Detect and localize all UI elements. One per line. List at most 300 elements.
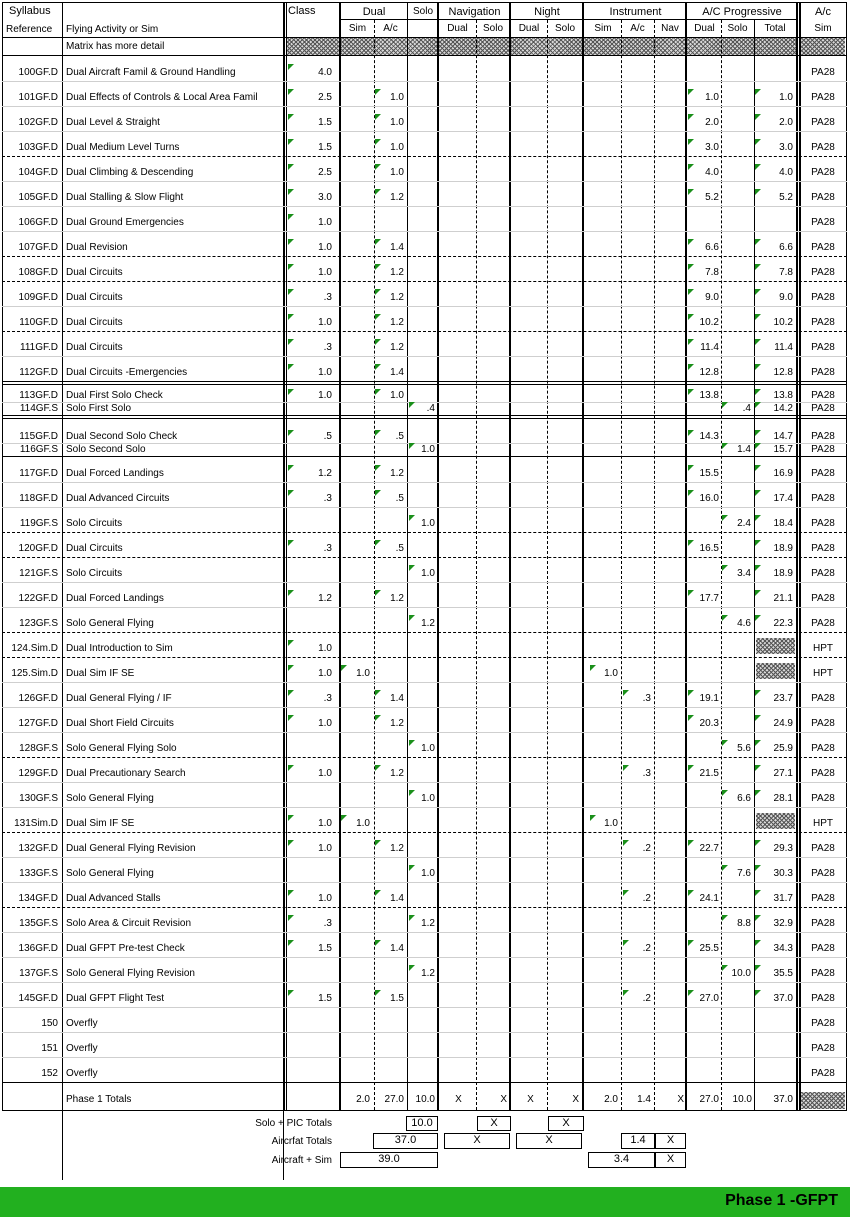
comment-marker-icon xyxy=(288,214,294,220)
row-dac: 1.2 xyxy=(390,768,404,779)
row-act: Solo Circuits xyxy=(66,568,123,579)
header-prog-solo: Solo xyxy=(727,23,748,34)
row-act: Dual Second Solo Check xyxy=(66,431,178,442)
summary-acsim-inst: 3.4 xyxy=(588,1152,655,1168)
comment-marker-icon xyxy=(341,665,347,671)
row-acsim: PA28 xyxy=(811,142,835,153)
row-separator xyxy=(2,256,847,257)
comment-marker-icon xyxy=(288,89,294,95)
comment-marker-icon xyxy=(288,840,294,846)
comment-marker-icon xyxy=(375,840,381,846)
row-dac: 1.2 xyxy=(390,267,404,278)
summary-solo-pic-night: X xyxy=(548,1116,584,1131)
row-ptot: 12.8 xyxy=(773,367,793,378)
header-dual-ac: A/c xyxy=(383,23,398,34)
row-ptot: 32.9 xyxy=(773,918,793,929)
row-separator xyxy=(2,131,847,132)
comment-marker-icon xyxy=(755,389,761,395)
comment-marker-icon xyxy=(688,239,694,245)
frame-nav-divider xyxy=(509,2,511,1110)
comment-marker-icon xyxy=(341,815,347,821)
comment-marker-icon xyxy=(722,402,728,408)
row-dac: .5 xyxy=(395,543,404,554)
row-separator xyxy=(2,482,847,483)
frame-activity-divider-2 xyxy=(286,2,287,1110)
comment-marker-icon xyxy=(409,740,415,746)
row-act: Dual Introduction to Sim xyxy=(66,643,173,654)
row-ptot: 27.1 xyxy=(773,768,793,779)
totals-bottom-line xyxy=(2,1110,847,1111)
header-hatch-acsim xyxy=(801,38,845,55)
comment-marker-icon xyxy=(590,815,596,821)
row-pdual: 9.0 xyxy=(705,292,719,303)
totals-nav-solo: X xyxy=(500,1094,507,1105)
row-acsim: PA28 xyxy=(811,390,835,401)
row-dac: 1.2 xyxy=(390,718,404,729)
row-ptot: 25.9 xyxy=(773,743,793,754)
row-act: Dual GFPT Flight Test xyxy=(66,993,164,1004)
row-act: Dual Revision xyxy=(66,242,128,253)
comment-marker-icon xyxy=(375,940,381,946)
comment-marker-icon xyxy=(409,790,415,796)
row-pdual: 20.3 xyxy=(699,718,719,729)
comment-marker-icon xyxy=(623,690,629,696)
row-ref: 105GF.D xyxy=(18,192,58,203)
row-acsim: PA28 xyxy=(811,1043,835,1054)
row-act: Dual Circuits xyxy=(66,292,123,303)
comment-marker-icon xyxy=(755,89,761,95)
comment-marker-icon xyxy=(722,790,728,796)
row-cls: 1.5 xyxy=(318,993,332,1004)
row-acsim: PA28 xyxy=(811,1068,835,1079)
row-pdual: 5.2 xyxy=(705,192,719,203)
row-pdual: 2.0 xyxy=(705,117,719,128)
row-ptot: 22.3 xyxy=(773,618,793,629)
comment-marker-icon xyxy=(288,640,294,646)
row-acsim: PA28 xyxy=(811,568,835,579)
header-acsim-top: A/c xyxy=(815,6,831,18)
row-ref: 108GF.D xyxy=(18,267,58,278)
row-ref: 135GF.S xyxy=(19,918,58,929)
row-ptot: 2.0 xyxy=(779,117,793,128)
row-acsim: PA28 xyxy=(811,993,835,1004)
row-acsim: PA28 xyxy=(811,267,835,278)
comment-marker-icon xyxy=(288,339,294,345)
row-cls: 1.0 xyxy=(318,317,332,328)
row-act: Solo General Flying xyxy=(66,618,154,629)
row-cls: 1.5 xyxy=(318,142,332,153)
row-ref: 117GF.D xyxy=(19,468,58,479)
comment-marker-icon xyxy=(755,565,761,571)
header-nav-solo: Solo xyxy=(482,23,503,34)
row-pdual: 3.0 xyxy=(705,142,719,153)
row-pdual: 4.0 xyxy=(705,167,719,178)
row-act: Dual Aircraft Famil & Ground Handling xyxy=(66,67,236,78)
row-psolo: 2.4 xyxy=(737,518,751,529)
row-psolo: 7.6 xyxy=(737,868,751,879)
row-ref: 125.Sim.D xyxy=(11,668,58,679)
header-solo: Solo xyxy=(412,6,433,17)
comment-marker-icon xyxy=(623,765,629,771)
comment-marker-icon xyxy=(688,289,694,295)
row-acsim: PA28 xyxy=(811,317,835,328)
row-dac: 1.4 xyxy=(390,367,404,378)
summary-aircraft-inav: X xyxy=(655,1133,686,1149)
row-acsim: PA28 xyxy=(811,1018,835,1029)
frame-night-dash xyxy=(547,20,548,1110)
row-ref: 145GF.D xyxy=(18,993,58,1004)
row-separator xyxy=(2,415,847,416)
frame-subheader-line xyxy=(339,19,797,20)
totals-inst-ac: 1.4 xyxy=(637,1094,651,1105)
row-ptot: 18.9 xyxy=(773,568,793,579)
header-prog-total: Total xyxy=(764,23,786,34)
comment-marker-icon xyxy=(288,890,294,896)
row-dac: 1.0 xyxy=(390,117,404,128)
row-act: Dual Effects of Controls & Local Area Famil xyxy=(66,92,258,103)
row-dac: 1.2 xyxy=(390,192,404,203)
row-separator xyxy=(2,882,847,883)
row-ref: 136GF.D xyxy=(18,943,58,954)
totals-inst-nav: X xyxy=(677,1094,684,1105)
totals-nav-dual: X xyxy=(455,1094,462,1105)
comment-marker-icon xyxy=(688,164,694,170)
row-cls: 1.0 xyxy=(318,217,332,228)
comment-marker-icon xyxy=(288,465,294,471)
row-solo: 1.2 xyxy=(421,968,435,979)
frame-right xyxy=(846,2,847,1110)
totals-inst-sim: 2.0 xyxy=(604,1094,618,1105)
row-separator xyxy=(2,632,847,633)
row-act: Dual Circuits xyxy=(66,543,123,554)
header-class: Class xyxy=(288,5,316,17)
row-ref: 116GF.S xyxy=(19,444,58,455)
summary-acsim-value: 39.0 xyxy=(340,1152,438,1168)
comment-marker-icon xyxy=(409,565,415,571)
comment-marker-icon xyxy=(688,314,694,320)
row-dac: .5 xyxy=(395,431,404,442)
comment-marker-icon xyxy=(375,339,381,345)
row-iac: .2 xyxy=(642,993,651,1004)
row-pdual: 24.1 xyxy=(699,893,719,904)
comment-marker-icon xyxy=(755,443,761,449)
row-acsim: PA28 xyxy=(811,718,835,729)
comment-marker-icon xyxy=(755,364,761,370)
comment-marker-icon xyxy=(755,840,761,846)
frame-night-divider xyxy=(582,2,584,1110)
comment-marker-icon xyxy=(755,465,761,471)
row-separator xyxy=(2,1082,847,1083)
row-separator xyxy=(2,757,847,758)
totals-dual-sim: 2.0 xyxy=(356,1094,370,1105)
frame-header-bottom xyxy=(2,55,847,56)
row-acsim: PA28 xyxy=(811,431,835,442)
comment-marker-icon xyxy=(688,765,694,771)
row-pdual: 25.5 xyxy=(699,943,719,954)
frame-prog-divider xyxy=(796,2,798,1110)
row-solo: 1.0 xyxy=(421,568,435,579)
row-acsim: PA28 xyxy=(811,518,835,529)
row-dac: .5 xyxy=(395,493,404,504)
frame-summary-left xyxy=(62,1110,63,1180)
row-separator xyxy=(2,982,847,983)
comment-marker-icon xyxy=(688,715,694,721)
comment-marker-icon xyxy=(722,740,728,746)
row-acsim: PA28 xyxy=(811,618,835,629)
row-cls: 1.5 xyxy=(318,117,332,128)
summary-aircraft-inst: 1.4 xyxy=(621,1133,655,1149)
row-act: Dual General Flying / IF xyxy=(66,693,172,704)
comment-marker-icon xyxy=(375,389,381,395)
row-ptot: 11.4 xyxy=(774,342,793,353)
row-dac: 1.0 xyxy=(390,167,404,178)
row-ptot: 4.0 xyxy=(779,167,793,178)
row-separator xyxy=(2,1057,847,1058)
header-night-solo: Solo xyxy=(554,23,575,34)
comment-marker-icon xyxy=(375,490,381,496)
row-separator xyxy=(2,707,847,708)
row-acsim: PA28 xyxy=(811,493,835,504)
comment-marker-icon xyxy=(409,443,415,449)
row-pdual: 15.5 xyxy=(699,468,719,479)
row-ref: 126GF.D xyxy=(18,693,58,704)
row-separator xyxy=(2,231,847,232)
row-separator xyxy=(2,932,847,933)
comment-marker-icon xyxy=(375,164,381,170)
row-ref: 111GF.D xyxy=(20,342,58,353)
row-separator xyxy=(2,682,847,683)
totals-prog-dual: 27.0 xyxy=(699,1094,719,1105)
row-dac: 1.0 xyxy=(390,142,404,153)
comment-marker-icon xyxy=(288,430,294,436)
row-cls: 1.0 xyxy=(318,643,332,654)
comment-marker-icon xyxy=(375,314,381,320)
row-acsim: PA28 xyxy=(811,92,835,103)
row-acsim: PA28 xyxy=(811,793,835,804)
row-ref: 113GF.D xyxy=(19,390,58,401)
row-ptot: 14.2 xyxy=(773,403,793,414)
row-pdual: 16.5 xyxy=(699,543,719,554)
row-separator xyxy=(2,81,847,82)
comment-marker-icon xyxy=(688,364,694,370)
row-total-hatch xyxy=(756,663,795,679)
row-ref: 137GF.S xyxy=(19,968,58,979)
summary-aircraft-nav: X xyxy=(444,1133,510,1149)
row-ptot: 1.0 xyxy=(779,92,793,103)
row-acsim: PA28 xyxy=(811,367,835,378)
row-acsim: PA28 xyxy=(811,468,835,479)
frame-left xyxy=(2,2,3,1110)
row-ptot: 30.3 xyxy=(773,868,793,879)
summary-acsim-label: Aircraft + Sim xyxy=(271,1155,332,1166)
comment-marker-icon xyxy=(755,339,761,345)
row-cls: .3 xyxy=(323,693,332,704)
row-ptot: 16.9 xyxy=(773,468,793,479)
comment-marker-icon xyxy=(288,389,294,395)
row-solo: 1.0 xyxy=(421,868,435,879)
comment-marker-icon xyxy=(375,715,381,721)
row-act: Solo General Flying xyxy=(66,793,154,804)
comment-marker-icon xyxy=(288,114,294,120)
header-dual-sim: Sim xyxy=(348,23,367,34)
header-acsim-bottom: Sim xyxy=(814,23,832,34)
frame-ref-divider xyxy=(62,2,63,1110)
comment-marker-icon xyxy=(288,239,294,245)
comment-marker-icon xyxy=(722,965,728,971)
row-act: Dual Climbing & Descending xyxy=(66,167,194,178)
row-act: Dual Forced Landings xyxy=(66,593,164,604)
row-act: Solo General Flying xyxy=(66,868,154,879)
header-syllabus: Syllabus xyxy=(9,5,51,17)
row-ptot: 34.3 xyxy=(773,943,793,954)
comment-marker-icon xyxy=(288,690,294,696)
comment-marker-icon xyxy=(375,540,381,546)
comment-marker-icon xyxy=(288,490,294,496)
row-psolo: 1.4 xyxy=(737,444,751,455)
comment-marker-icon xyxy=(755,540,761,546)
comment-marker-icon xyxy=(755,965,761,971)
row-act: Solo Area & Circuit Revision xyxy=(66,918,192,929)
row-dsim: 1.0 xyxy=(356,818,370,829)
comment-marker-icon xyxy=(375,289,381,295)
row-ptot: 31.7 xyxy=(773,893,793,904)
row-ref: 114GF.S xyxy=(19,403,58,414)
totals-label: Phase 1 Totals xyxy=(66,1094,132,1105)
row-act: Overfly xyxy=(66,1068,98,1079)
row-separator xyxy=(2,557,847,558)
row-act: Dual Level & Straight xyxy=(66,117,160,128)
row-act: Overfly xyxy=(66,1018,98,1029)
row-cls: 1.0 xyxy=(318,818,332,829)
row-acsim: PA28 xyxy=(811,67,835,78)
row-ptot: 24.9 xyxy=(773,718,793,729)
comment-marker-icon xyxy=(623,890,629,896)
row-ptot: 17.4 xyxy=(773,493,793,504)
row-ref: 133GF.S xyxy=(19,868,58,879)
row-cls: 1.0 xyxy=(318,843,332,854)
row-cls: 3.0 xyxy=(318,192,332,203)
row-act: Dual Short Field Circuits xyxy=(66,718,174,729)
row-acsim: PA28 xyxy=(811,968,835,979)
comment-marker-icon xyxy=(755,239,761,245)
phase-banner xyxy=(0,1187,850,1217)
row-dac: 1.0 xyxy=(390,390,404,401)
row-act: Solo General Flying Revision xyxy=(66,968,195,979)
row-ref: 120GF.D xyxy=(18,543,58,554)
comment-marker-icon xyxy=(688,540,694,546)
row-act: Dual Precautionary Search xyxy=(66,768,186,779)
totals-prog-solo: 10.0 xyxy=(732,1094,752,1105)
row-acsim: HPT xyxy=(813,668,833,679)
row-dsim: 1.0 xyxy=(356,668,370,679)
row-ptot: 10.2 xyxy=(773,317,793,328)
comment-marker-icon xyxy=(688,339,694,345)
row-ref: 118GF.D xyxy=(19,493,58,504)
row-acsim: PA28 xyxy=(811,292,835,303)
frame-class-divider xyxy=(339,2,341,1110)
row-ref: 132GF.D xyxy=(18,843,58,854)
row-ptot: 29.3 xyxy=(773,843,793,854)
row-separator xyxy=(2,582,847,583)
totals-solo: 10.0 xyxy=(415,1094,435,1105)
row-solo: 1.0 xyxy=(421,518,435,529)
row-cls: 1.0 xyxy=(318,668,332,679)
row-pdual: 16.0 xyxy=(699,493,719,504)
row-ref: 128GF.S xyxy=(19,743,58,754)
row-ref: 129GF.D xyxy=(18,768,58,779)
row-solo: 1.0 xyxy=(421,444,435,455)
totals-dual-ac: 27.0 xyxy=(384,1094,404,1105)
row-separator xyxy=(2,456,847,457)
comment-marker-icon xyxy=(722,915,728,921)
row-acsim: PA28 xyxy=(811,693,835,704)
row-acsim: PA28 xyxy=(811,444,835,455)
comment-marker-icon xyxy=(755,114,761,120)
row-iac: .3 xyxy=(642,693,651,704)
phase-banner-text: Phase 1 -GFPT xyxy=(725,1192,838,1209)
comment-marker-icon xyxy=(688,490,694,496)
frame-top xyxy=(2,2,847,3)
row-psolo: 4.6 xyxy=(737,618,751,629)
comment-marker-icon xyxy=(722,565,728,571)
comment-marker-icon xyxy=(409,615,415,621)
row-dac: 1.2 xyxy=(390,843,404,854)
summary-solo-pic-label: Solo + PIC Totals xyxy=(255,1118,332,1129)
comment-marker-icon xyxy=(722,615,728,621)
summary-acsim-inav: X xyxy=(655,1152,686,1168)
row-cls: 1.0 xyxy=(318,242,332,253)
row-cls: 2.5 xyxy=(318,167,332,178)
row-separator xyxy=(2,782,847,783)
row-ptot: 7.8 xyxy=(779,267,793,278)
row-act: Dual Sim IF SE xyxy=(66,818,135,829)
row-act: Dual Circuits xyxy=(66,267,123,278)
row-act: Dual Advanced Stalls xyxy=(66,893,161,904)
header-matrix-note: Matrix has more detail xyxy=(66,41,165,52)
row-psolo: .4 xyxy=(742,403,751,414)
comment-marker-icon xyxy=(375,590,381,596)
row-separator xyxy=(2,532,847,533)
frame-inst-dash-2 xyxy=(654,20,655,1110)
row-cls: .3 xyxy=(323,493,332,504)
row-dac: 1.2 xyxy=(390,593,404,604)
row-ref: 103GF.D xyxy=(18,142,58,153)
row-dac: 1.4 xyxy=(390,893,404,904)
comment-marker-icon xyxy=(288,940,294,946)
comment-marker-icon xyxy=(288,665,294,671)
row-separator xyxy=(2,1007,847,1008)
header-progressive: A/C Progressive xyxy=(702,6,782,18)
comment-marker-icon xyxy=(688,590,694,596)
row-cls: .3 xyxy=(323,543,332,554)
frame-nav-dash xyxy=(476,20,477,1110)
row-separator xyxy=(2,106,847,107)
row-acsim: PA28 xyxy=(811,593,835,604)
comment-marker-icon xyxy=(409,515,415,521)
row-act: Dual Circuits -Emergencies xyxy=(66,367,188,378)
comment-marker-icon xyxy=(288,164,294,170)
header-reference: Reference xyxy=(6,24,53,35)
frame-solo-divider xyxy=(437,2,439,1110)
comment-marker-icon xyxy=(288,314,294,320)
row-separator xyxy=(2,832,847,833)
row-ptot: 18.9 xyxy=(773,543,793,554)
frame-activity-divider xyxy=(283,2,285,1110)
comment-marker-icon xyxy=(755,402,761,408)
comment-marker-icon xyxy=(722,865,728,871)
comment-marker-icon xyxy=(755,890,761,896)
header-night-dual: Dual xyxy=(518,23,540,34)
